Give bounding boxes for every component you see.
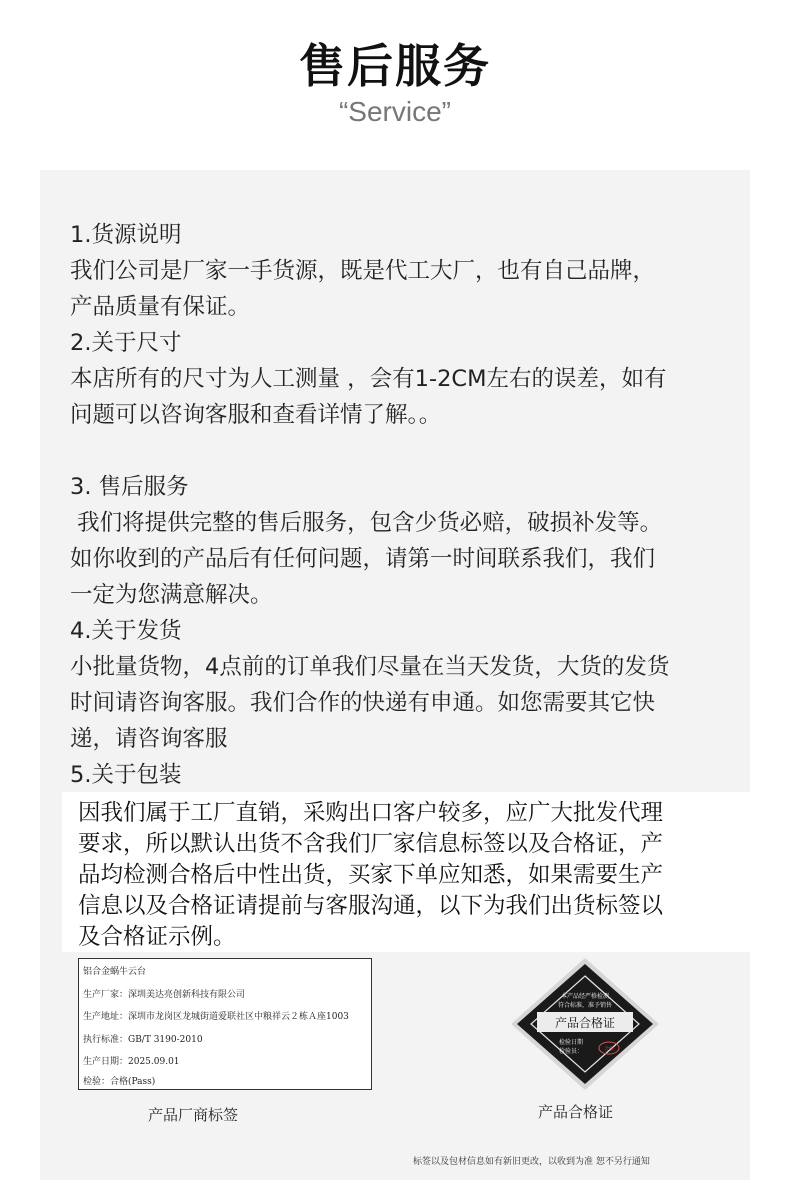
packaging-line: 要求，所以默认出货不含我们厂家信息标签以及合格证，产 bbox=[78, 831, 664, 857]
section-heading: 4.关于发货 bbox=[70, 618, 182, 644]
section-heading: 5.关于包装 bbox=[70, 762, 182, 788]
label-line: 检验：合格(Pass) bbox=[83, 1077, 156, 1087]
cert-field-1: 检验日期 bbox=[559, 1039, 584, 1046]
section-after-sales bbox=[70, 469, 730, 613]
page-subtitle: “Service” bbox=[338, 96, 451, 127]
packaging-line: 信息以及合格证请提前与客服沟通，以下为我们出货标签以 bbox=[78, 893, 664, 919]
label-line: 生产日期：2025.09.01 bbox=[83, 1057, 180, 1067]
section-heading: 2.关于尺寸 bbox=[70, 330, 182, 356]
cert-title: 产品合格证 bbox=[554, 1016, 616, 1030]
packaging-line: 因我们属于工厂直销，采购出口客户较多，应广大批发代理 bbox=[78, 800, 664, 826]
section-line: 如你收到的产品后有任何问题，请第一时间联系我们，我们 bbox=[70, 546, 656, 572]
section-source bbox=[70, 217, 730, 325]
packaging-line: 及合格证示例。 bbox=[78, 924, 236, 950]
section-line: 递，请咨询客服 bbox=[70, 726, 228, 752]
section-line: 我们公司是厂家一手货源，既是代工大厂，也有自己品牌， bbox=[70, 258, 656, 284]
packaging-text bbox=[78, 798, 738, 953]
factory-label-image bbox=[78, 958, 372, 1090]
cert-top-text-1: 本产品经严格检测 bbox=[560, 993, 610, 1000]
section-line: 本店所有的尺寸为人工测量 ，会有1-2CM左右的误差，如有 bbox=[70, 366, 667, 392]
certificate-caption: 产品合格证 bbox=[538, 1103, 614, 1121]
footnote: 标签以及包材信息如有新旧更改，以收到为准 恕不另行通知 bbox=[413, 1157, 650, 1167]
section-shipping bbox=[70, 613, 730, 757]
section-size bbox=[70, 325, 730, 433]
section-line: 产品质量有保证。 bbox=[70, 294, 251, 320]
page-title: 售后服务 bbox=[299, 39, 491, 93]
packaging-line: 品均检测合格后中性出货，买家下单应知悉，如果需要生产 bbox=[78, 862, 664, 888]
label-line: 生产厂家：深圳美达亮创新科技有限公司 bbox=[83, 990, 246, 1000]
section-line: 一定为您满意解决。 bbox=[70, 582, 273, 608]
cert-stamp: 合格 bbox=[604, 1047, 614, 1052]
label-line: 执行标准：GB/T 3190-2010 bbox=[83, 1035, 203, 1045]
section-heading: 3. 售后服务 bbox=[70, 474, 189, 500]
section-heading: 1.货源说明 bbox=[70, 222, 182, 248]
section-line: 我们将提供完整的售后服务，包含少货必赔，破损补发等。 bbox=[70, 510, 663, 536]
cert-top-text-2: 符合标准，准予销售 bbox=[557, 1002, 613, 1009]
factory-label-caption: 产品厂商标签 bbox=[148, 1106, 239, 1124]
label-line: 铝合金蜗牛云台 bbox=[83, 967, 147, 977]
section-line: 时间请咨询客服。我们合作的快递有申通。如您需要其它快 bbox=[70, 690, 656, 716]
label-line: 生产地址：深圳市龙岗区龙城街道爱联社区中粮祥云２栋Ａ座1003 bbox=[83, 1012, 349, 1022]
certificate-image bbox=[507, 954, 663, 1094]
section-line: 小批量货物，4点前的订单我们尽量在当天发货，大货的发货 bbox=[70, 654, 670, 680]
section-packaging bbox=[70, 757, 730, 793]
cert-field-2: 检验员： bbox=[559, 1048, 584, 1055]
section-line: 问题可以咨询客服和查看详情了解。。 bbox=[70, 402, 442, 428]
